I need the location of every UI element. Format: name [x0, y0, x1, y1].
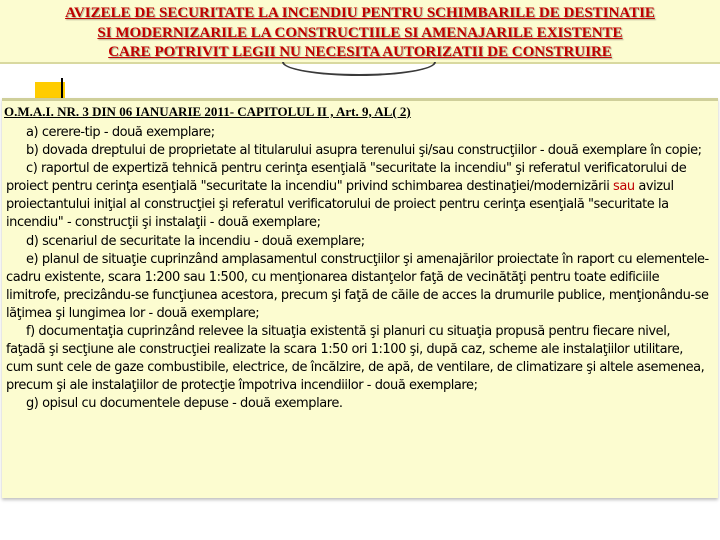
list-item-e: e) planul de situaţie cuprinzând amplasamentul construcţiilor şi amenajărilor proiectate în raport cu elementele-cadru existente, scara 1:200 sau 1:500, cu menţionarea distanţelor faţă de vecinătăţi pentru toate edificiile limitrofe, precizându-se funcţiunea acestora, precum şi faţă de căile de acces la drumurile publice, menţionându-se lăţimea şi lungimea lor - două exemplare; — [6, 251, 709, 321]
list-item-g: g) opisul cu documentele depuse - două exemplare. — [26, 396, 343, 412]
title-line-1: AVIZELE DE SECURITATE LA INCENDIU PENTRU SCHIMBARILE DE DESTINATIE — [65, 5, 655, 21]
highlighted-word: sau — [613, 179, 635, 195]
section-heading: O.M.A.I. NR. 3 DIN 06 IANUARIE 2011- CAPITOLUL II , Art. 9, AL( 2) — [4, 104, 411, 119]
list-item-b: b) dovada dreptului de proprietate al titularului asupra terenului şi/sau construcţiilor - două exemplare în copie; — [26, 143, 702, 159]
list-item-a: a) cerere-tip - două exemplare; — [26, 125, 215, 140]
list-item-c-text-end: avizul proiectantului iniţial al construcţiei şi referatul verificatorului de proiect pentru cerinţa esenţială "securitate la incendiu" - construcţii şi instalaţii - două exemplare; — [6, 179, 674, 231]
title-oval-decoration — [282, 62, 436, 76]
list-item-f: f) documentaţia cuprinzând relevee la situaţia existentă şi planuri cu situaţia propusă pentru fiecare nivel, faţadă şi secţiune ale construcţiei realizate la scara 1:50 ori 1:100 şi, după caz, scheme ale instalaţiilor utilitare, cum sunt cele de gaze combustibile, electrice, de încălzire, de apă, de ventilare, de climatizare şi altele asemenea, precum şi ale instalaţiilor de protecţie împotriva incendiilor - două exemplare; — [6, 324, 705, 394]
title-line-3: CARE POTRIVIT LEGII NU NECESITA AUTORIZATII DE CONSTRUIRE — [108, 44, 612, 60]
list-item-d: d) scenariul de securitate la incendiu - două exemplare; — [26, 233, 365, 249]
list-item-c — [6, 160, 712, 232]
requirements-list — [6, 124, 712, 414]
list-item-c-text-start: c) raportul de expertiză tehnică pentru cerinţa esenţială "securitate la incendiu" şi referatul verificatorului de proiect pentru cerinţa esenţială "securitate la incendiu" privind schimbarea destinaţiei/modernizării — [6, 161, 687, 195]
title-line-2: SI MODERNIZARILE LA CONSTRUCTIILE SI AMENAJARILE EXISTENTE — [97, 25, 623, 41]
